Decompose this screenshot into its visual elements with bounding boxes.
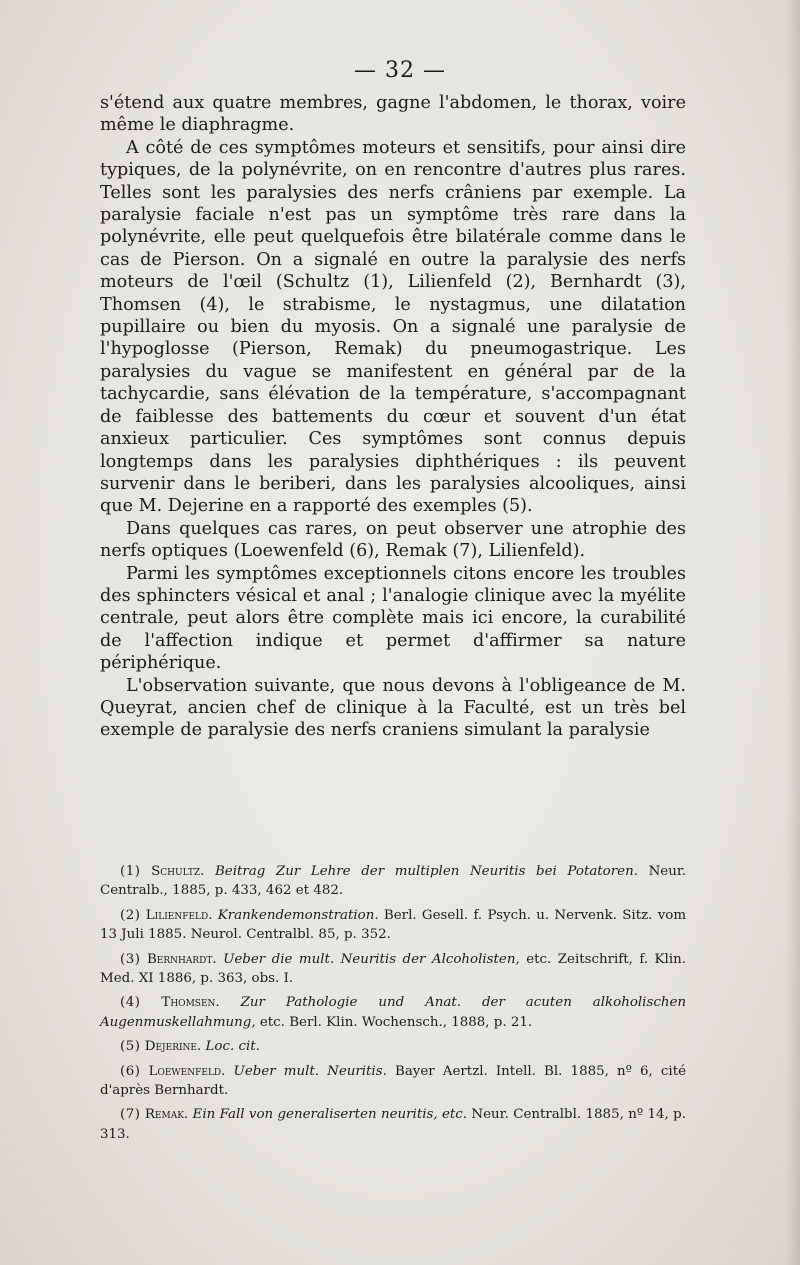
footnotes [100,862,686,1144]
footnote-number: (5) [120,1039,141,1055]
footnote-title: Krankendemonstration. [217,907,379,923]
footnote-title: Ein Fall von generaliserten neuritis, etc. [192,1107,468,1123]
footnote-title: Loc. cit. [205,1039,260,1055]
footnote-number: (3) [120,951,141,967]
footnote-reference: etc. Berl. Klin. Wochensch., 1888, p. 21. [259,1014,533,1030]
footnote-number: (1) [120,864,141,879]
footnote-author: Remak. [144,1107,189,1123]
footnote-title: Zur Pathologie und Anat. der acuten alkoholischen Augenmuskellahmung, [100,995,686,1030]
footnote-reference: Berl. Gesell. f. Psych. u. Nervenk. Sitz. vom 13 Juli 1885. Neurol. Centralbl. 85, p. 352. [100,907,687,943]
paragraph: Dans quelques cas rares, on peut observer une atrophie des nerfs optiques (Loewenfeld (6), Remak (7), Lilienfeld). [100,518,686,562]
paragraph: Parmi les symptômes exceptionnels citons encore les troubles des sphincters vésical et anal ; l'analogie clinique avec la myélite centrale, peut alors être complète mais ici encore, la curabilité de l'affection indique et permet d'affirmer sa nature périphérique. [100,563,686,674]
footnote [100,1037,686,1056]
paragraph: L'observation suivante, que nous devons à l'obligeance de M. Queyrat, ancien chef de clinique à la Faculté, est un très bel exemple de paralysie des nerfs craniens simulant la paralysie [100,675,686,741]
page-edge-shadow [786,0,800,1265]
footnote-reference: Bayer Aertzl. Intell. Bl. 1885, nº 6, cité d'après Bernhardt. [100,1063,687,1099]
paragraph: s'étend aux quatre membres, gagne l'abdomen, le thorax, voire même le diaphragme. [100,93,686,136]
footnote-title: Beitrag Zur Lehre der multiplen Neuritis bei Potatoren. [214,864,638,879]
footnote-author: Schultz. [151,864,205,879]
main-text [100,92,686,742]
footnote [100,906,686,945]
footnote-title: Ueber mult. Neuritis. [233,1063,387,1079]
footnote-reference: Neur. Centralb., 1885, p. 433, 462 et 482. [100,864,687,899]
footnote-title: Ueber die mult. Neuritis der Alcoholisten, [223,951,520,967]
footnote-author: Thomsen. [161,995,220,1011]
footnote-number: (4) [120,995,141,1011]
footnote [100,862,686,901]
footnote-reference: Neur. Centralbl. 1885, nº 14, p. 313. [100,1107,686,1142]
footnote-author: Bernhardt. [146,951,217,967]
footnote [100,950,686,989]
footnote-number: (7) [120,1107,141,1123]
footnote-author: Loewenfeld. [148,1063,226,1079]
footnote [100,1062,686,1101]
footnote-number: (2) [120,907,141,923]
paragraph: A côté de ces symptômes moteurs et sensitifs, pour ainsi dire typiques, de la polynévrite, on en rencontre d'autres plus rares. Telles sont les paralysies des nerfs crâniens par exemple. La paralysie faciale n'est pas un symptôme très rare dans la polynévrite, elle peut quelquefois être bilatérale comme dans le cas de Pierson. On a signalé en outre la paralysie des nerfs moteurs de l'œil (Schultz (1), Lilienfeld (2), Bernhardt (3), Thomsen (4), le strabisme, le nystagmus, une dilatation pupillaire ou bien du myosis. On a signalé une paralysie de l'hypoglosse (Pierson, Remak) du pneumogastrique. Les paralysies du vague se manifestent en général par de la tachycardie, sans élévation de la température, s'accompagnant de faiblesse des battements du cœur et souvent d'un état anxieux particulier. Ces symptômes sont connus depuis longtemps dans les paralysies diphthériques : ils peuvent survenir dans le beriberi, dans les paralysies alcooliques, ainsi que M. Dejerine en a rapporté des exemples (5). [100,137,686,517]
footnote-number: (6) [120,1063,141,1079]
footnote-author: Lilienfeld. [145,907,213,923]
footnote-reference: etc. Zeitschrift, f. Klin. Med. XI 1886, p. 363, obs. I. [100,951,686,987]
page-number: — 32 — [354,58,446,83]
footnote [100,993,686,1032]
footnote [100,1105,686,1144]
footnote-author: Dejerine. [144,1039,202,1055]
